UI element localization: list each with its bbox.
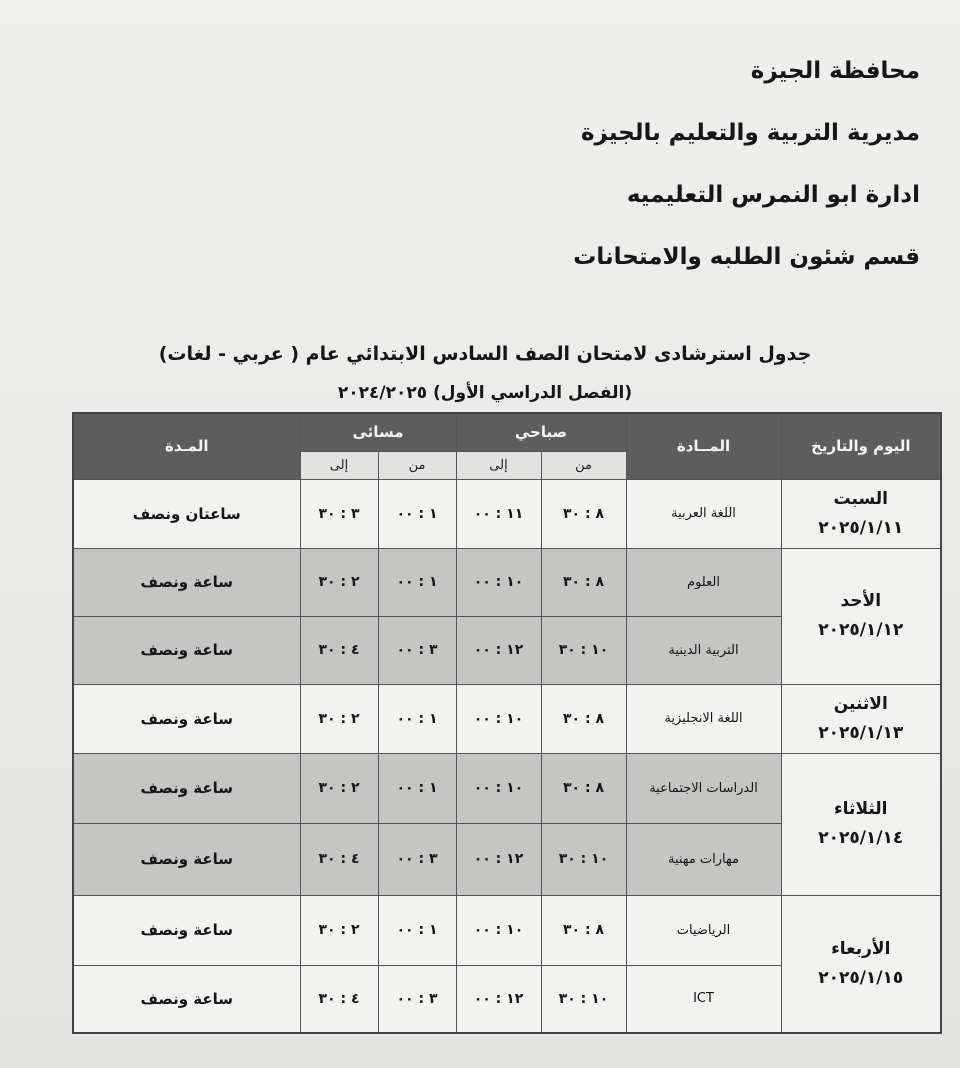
- subject-cell: مهارات مهنية: [626, 823, 781, 895]
- morning-to-cell: ١٠ : ٠٠: [456, 895, 541, 965]
- subject-cell: اللغة الانجليزية: [626, 684, 781, 753]
- header-evening: مسائى: [300, 413, 456, 451]
- evening-from-cell: ١ : ٠٠: [378, 479, 456, 548]
- day-cell: [781, 895, 941, 1033]
- duration-cell: ساعة ونصف: [73, 684, 300, 753]
- duration-cell: ساعة ونصف: [73, 895, 300, 965]
- morning-from-cell: ٨ : ٣٠: [541, 548, 626, 616]
- morning-to-cell: ١١ : ٠٠: [456, 479, 541, 548]
- day-cell: [781, 684, 941, 753]
- day-name: الأحد: [840, 591, 882, 612]
- evening-to-cell: ٤ : ٣٠: [300, 965, 378, 1033]
- evening-from-cell: ٣ : ٠٠: [378, 616, 456, 684]
- morning-to-cell: ١٠ : ٠٠: [456, 548, 541, 616]
- schedule-subtitle: (الفصل الدراسي الأول) ٢٠٢٤/٢٠٢٥: [337, 383, 633, 403]
- administration-line: ادارة ابو النمرس التعليميه: [626, 182, 920, 208]
- morning-to-cell: ١٠ : ٠٠: [456, 684, 541, 753]
- header-evening-from: من: [378, 451, 456, 479]
- day-date: ٢٠٢٥/١/١٥: [818, 967, 904, 988]
- evening-from-cell: ٣ : ٠٠: [378, 965, 456, 1033]
- day-name: الثلاثاء: [833, 799, 888, 820]
- day-cell: [781, 479, 941, 548]
- table-row: [73, 479, 941, 548]
- evening-from-cell: ٣ : ٠٠: [378, 823, 456, 895]
- duration-cell: ساعة ونصف: [73, 616, 300, 684]
- governorate-line: محافظة الجيزة: [750, 58, 920, 84]
- header-subject: المــادة: [626, 413, 781, 479]
- evening-to-cell: ٢ : ٣٠: [300, 753, 378, 823]
- duration-cell: ساعة ونصف: [73, 548, 300, 616]
- letterhead: [420, 40, 920, 288]
- header-morning-to: إلى: [456, 451, 541, 479]
- day-name: السبت: [833, 488, 888, 509]
- morning-from-cell: ١٠ : ٣٠: [541, 616, 626, 684]
- department-line: قسم شئون الطلبه والامتحانات: [573, 244, 920, 270]
- evening-from-cell: ١ : ٠٠: [378, 684, 456, 753]
- day-cell: [781, 753, 941, 895]
- evening-to-cell: ٤ : ٣٠: [300, 823, 378, 895]
- evening-from-cell: ١ : ٠٠: [378, 753, 456, 823]
- subject-cell: ICT: [626, 965, 781, 1033]
- evening-to-cell: ٣ : ٣٠: [300, 479, 378, 548]
- day-date: ٢٠٢٥/١/١٣: [818, 722, 904, 743]
- day-cell: [781, 548, 941, 684]
- header-day-date: اليوم والتاريخ: [781, 413, 941, 479]
- header-duration: المـدة: [73, 413, 300, 479]
- day-date: ٢٠٢٥/١/١٢: [818, 620, 904, 640]
- morning-from-cell: ٨ : ٣٠: [541, 753, 626, 823]
- morning-from-cell: ٨ : ٣٠: [541, 895, 626, 965]
- subject-cell: الرياضيات: [626, 895, 781, 965]
- schedule-title: جدول استرشادى لامتحان الصف السادس الابتدائي عام ( عربي - لغات): [158, 343, 812, 365]
- evening-from-cell: ١ : ٠٠: [378, 895, 456, 965]
- header-morning-from: من: [541, 451, 626, 479]
- day-name: الاثنين: [833, 693, 888, 714]
- duration-cell: ساعة ونصف: [73, 965, 300, 1033]
- table-row: [73, 548, 941, 616]
- morning-from-cell: ١٠ : ٣٠: [541, 823, 626, 895]
- header-evening-to: إلى: [300, 451, 378, 479]
- table-row: [73, 895, 941, 965]
- table-row: [73, 753, 941, 823]
- subject-cell: اللغة العربية: [626, 479, 781, 548]
- morning-to-cell: ١٢ : ٠٠: [456, 616, 541, 684]
- morning-from-cell: ١٠ : ٣٠: [541, 965, 626, 1033]
- table-row: [73, 684, 941, 753]
- evening-to-cell: ٢ : ٣٠: [300, 895, 378, 965]
- day-date: ٢٠٢٥/١/١٤: [818, 828, 904, 848]
- morning-to-cell: ١٢ : ٠٠: [456, 823, 541, 895]
- evening-to-cell: ٢ : ٣٠: [300, 548, 378, 616]
- evening-to-cell: ٤ : ٣٠: [300, 616, 378, 684]
- morning-to-cell: ١٢ : ٠٠: [456, 965, 541, 1033]
- duration-cell: ساعة ونصف: [73, 753, 300, 823]
- duration-cell: ساعتان ونصف: [73, 479, 300, 548]
- directorate-line: مديرية التربية والتعليم بالجيزة: [580, 120, 920, 146]
- morning-to-cell: ١٠ : ٠٠: [456, 753, 541, 823]
- subject-cell: الدراسات الاجتماعية: [626, 753, 781, 823]
- morning-from-cell: ٨ : ٣٠: [541, 684, 626, 753]
- evening-from-cell: ١ : ٠٠: [378, 548, 456, 616]
- subject-cell: العلوم: [626, 548, 781, 616]
- day-date: ٢٠٢٥/١/١١: [818, 517, 904, 538]
- duration-cell: ساعة ونصف: [73, 823, 300, 895]
- header-morning: صباحي: [456, 413, 626, 451]
- morning-from-cell: ٨ : ٣٠: [541, 479, 626, 548]
- day-name: الأربعاء: [831, 938, 891, 959]
- subject-cell: التربية الدينية: [626, 616, 781, 684]
- evening-to-cell: ٢ : ٣٠: [300, 684, 378, 753]
- exam-schedule-table: [72, 412, 942, 1034]
